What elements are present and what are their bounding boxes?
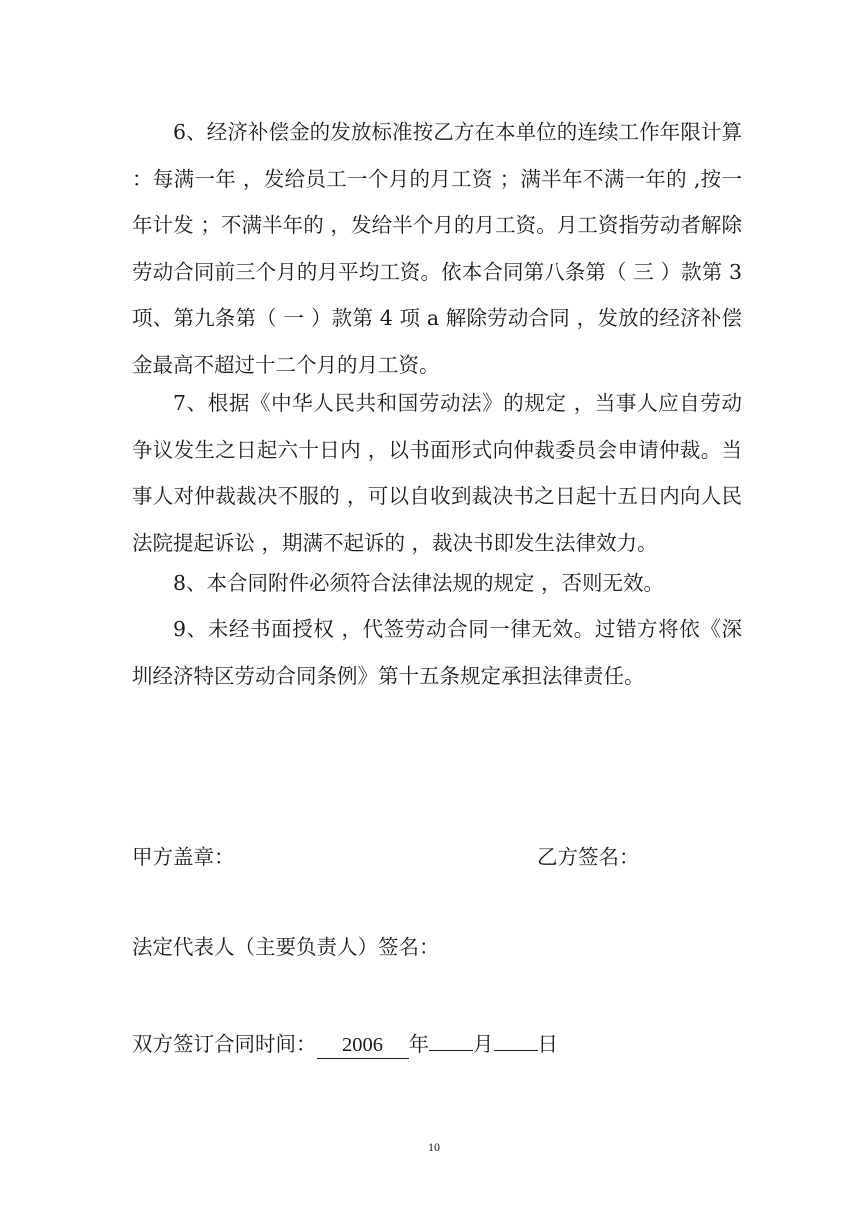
year-unit: 年 — [408, 1032, 429, 1056]
day-unit: 日 — [537, 1032, 558, 1056]
page-number: 10 — [428, 1140, 440, 1154]
clause-8: 8、本合同附件必须符合法律法规的规定 ，否则无效。 — [173, 571, 665, 595]
legal-representative-signature-label: 法定代表人（主要负责人）签名： — [132, 935, 440, 959]
clause-9: 9、未经书面授权 ，代签劳动合同一律无效。过错方将依《深圳经济特区劳动合同条例》第十五条规定承担法律责任。 — [132, 617, 742, 688]
signing-date-line — [132, 1025, 558, 1059]
signing-year-field[interactable]: 2006 — [317, 1033, 409, 1059]
clause-7: 7、根据《中华人民共和国劳动法》的规定 ，当事人应自劳动争议发生之日起六十日内 ，以书面形式向仲裁委员会申请仲裁。当事人对仲裁裁决不服的 ，可以自收到裁决书之日起十五日内向人民法院提起诉讼 ，期满不起诉的 ，裁决书即发生法律效力。 — [132, 391, 742, 555]
party-a-seal-label: 甲方盖章： — [132, 845, 235, 869]
signing-month-field[interactable] — [429, 1025, 473, 1051]
month-unit: 月 — [473, 1032, 494, 1056]
clause-6: 6、经济补偿金的发放标准按乙方在本单位的连续工作年限计算 ：每满一年 ，发给员工一个月的月工资 ；满半年不满一年的 ,按一年计发 ；不满半年的 ，发给半个月的月工资。月工资指劳动者解除劳动合同前三个月的月平均工资。依本合同第八条第（ 三 ）款第 3 项、第九条第（ 一 ）款第 4 项 a 解除劳动合同 ，发放的经济补偿金最高不超过十二个月的月工资。 — [132, 120, 742, 377]
signing-date-label: 双方签订合同时间： — [132, 1032, 317, 1056]
signing-day-field[interactable] — [494, 1025, 538, 1051]
party-b-signature-label: 乙方签名： — [537, 845, 640, 869]
